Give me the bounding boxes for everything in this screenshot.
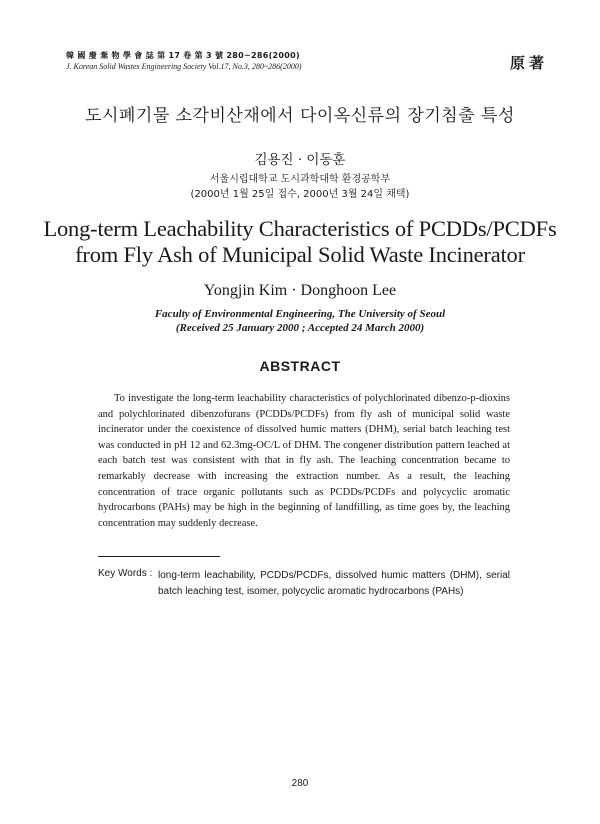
page-number: 280	[291, 778, 309, 789]
abstract-body: To investigate the long-term leachability characteristics of polychlorinated dibenzo-p-dioxins and polychlorinated dibenzofurans (PCDDs/PCDFs) from fly ash of municipal solid waste incinerator under the coexistence of dissolved humic matters (DHM), serial batch leaching test was conducted in pH 12 and 62.3mg-OC/L of DHM. The congener distribution pattern leached at each batch test was consistent with that in fly ash. The leaching concentration became to remarkably decrease with increasing the extraction number. As a result, the leaching concentration of trace organic pollutants such as PCDDs/PCDFs and polycyclic aromatic hydrocarbons (PAHs) may be high in the beginning of landfilling, as time goes by, the leaching concentration may suddenly decrease.	[98, 393, 510, 529]
article-type-label: 原著	[510, 54, 549, 72]
english-title-line-1: Long-term Leachability Characteristics of PCDDs/PCDFs	[43, 216, 557, 241]
keywords-list: long-term leachability, PCDDs/PCDFs, dissolved humic matters (DHM), serial batch leaching test, isomer, polycyclic aromatic hydrocarbons (PAHs)	[158, 570, 510, 597]
korean-received-date: (2000년 1월 25일 접수, 2000년 3월 24일 채택)	[190, 189, 410, 200]
journal-header-english: J. Korean Solid Wastes Engineering Society Vol.17, No.3, 280~286(2000)	[66, 62, 302, 71]
english-authors: Yongjin Kim · Donghoon Lee	[203, 282, 397, 299]
journal-header-korean: 韓 國 廢 棄 物 學 會 誌 第 17 卷 第 3 號 280~286(2000)	[66, 51, 300, 60]
korean-affiliation: 서울시립대학교 도시과학대학 환경공학부	[209, 174, 391, 185]
abstract-heading: ABSTRACT	[259, 358, 341, 374]
keywords-label: Key Words :	[98, 568, 153, 579]
english-received-date: (Received 25 January 2000 ; Accepted 24 March 2000)	[175, 322, 425, 334]
english-title-line-2: from Fly Ash of Municipal Solid Waste Incinerator	[75, 242, 525, 267]
korean-authors: 김용진 · 이동훈	[254, 152, 346, 168]
keywords-divider	[98, 556, 220, 557]
english-affiliation: Faculty of Environmental Engineering, The University of Seoul	[154, 308, 446, 320]
korean-title: 도시폐기물 소각비산재에서 다이옥신류의 장기침출 특성	[85, 106, 515, 126]
